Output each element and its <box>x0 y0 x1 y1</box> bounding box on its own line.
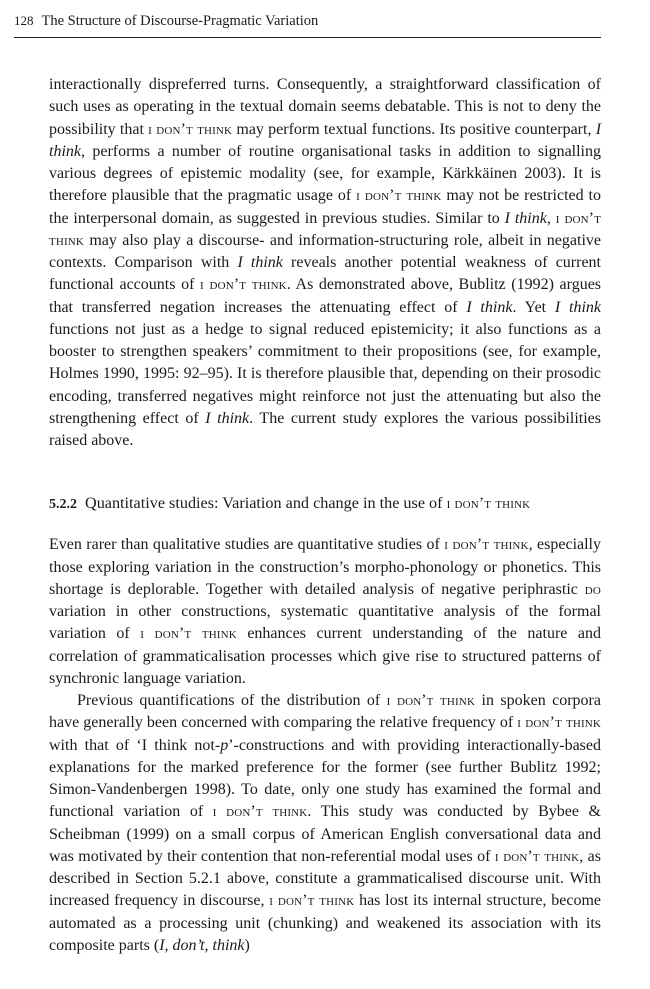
small-caps-term: i don’t think <box>200 276 287 294</box>
paragraph: Even rarer than qualitative studies are quantitative studies of i don’t think, especially those exploring variation in the construction’s morpho-phonology or phonetics. This shortage is deplorable. Together with detailed analysis of negative periphrastic do variation in other constructions, systematic quantitative analysis of the formal variation of i don’t think enhances current understanding of the nature and correlation of grammaticalisation processes which give rise to structured patterns of synchronic language variation. <box>49 536 602 687</box>
small-caps-term: i don’t think <box>148 120 233 138</box>
small-caps-term: i don’t think <box>517 714 601 732</box>
small-caps-term: i don’t think <box>386 692 476 709</box>
small-caps-term: i don’t think <box>446 495 531 512</box>
paragraph: Previous quantifications of the distribution of i don’t think in spoken corpora have generally been concerned with comparing the relative frequency of i don’t think with that of ‘I think not-p’-constructions and with providing interactionally-based explanations for the marked preference for the former (see further Bublitz 1992; Simon-Vandenbergen 1998). To date, only one study has examined the formal and functional variation of i don’t think. This study was conducted by Bybee & Scheibman (1999) on a small corpus of American English conversational data and was motivated by their contention that non-referential modal uses of i don’t think, as described in Section 5.2.1 above, constitute a grammaticalised discourse unit. With increased frequency in discourse, i don’t think has lost its internal structure, become automated as a processing unit (chunking) and weakened its association with its composite parts (I, don’t, think) <box>49 692 602 954</box>
section-number: 5.2.2 <box>49 497 77 512</box>
italic-term: I, don’t, think <box>159 936 245 954</box>
paragraph: interactionally dispreferred turns. Consequently, a straightforward classification of such uses as operating in the textual domain seems debatable. This is not to deny the possibility that i don’t think may perform textual functions. Its positive counterpart, I think, performs a number of routine organisational tasks in addition to signalling various degrees of epistemic modality (see, for example, Kärkkäinen 2003). It is therefore plausible that the pragmatic usage of i don’t think may not be restricted to the interpersonal domain, as suggested in previous studies. Similar to I think, i don’t think may also play a discourse- and information-structuring role, albeit in negative contexts. Comparison with I think reveals another potential weakness of current functional accounts of i don’t think. As demonstrated above, Bublitz (1992) argues that transferred negation increases the attenuating effect of I think. Yet I think functions not just as a hedge to signal reduced epistemicity; it also functions as a booster to strengthen speakers’ commitment to their propositions (see, for example, Holmes 1990, 1995: 92–95). It is therefore plausible that, depending on their prosodic encoding, transferred negatives might reinforce not just the attenuating but also the strengthening effect of I think. The current study explores the various possibilities raised above. <box>49 76 602 449</box>
page-number: 128 <box>14 13 34 28</box>
italic-term: I think <box>504 209 547 227</box>
small-caps-term: do <box>584 580 601 598</box>
small-caps-term: i don’t think <box>49 209 601 249</box>
running-title: The Structure of Discourse-Pragmatic Variation <box>41 13 319 29</box>
italic-term: I think <box>49 120 602 160</box>
section-title: Quantitative studies: Variation and change in the use of i don’t think <box>85 494 531 512</box>
small-caps-term: i don’t think <box>444 536 529 554</box>
italic-term: I think <box>205 409 250 427</box>
small-caps-term: i don’t think <box>269 892 355 910</box>
italic-term: I think <box>237 254 283 271</box>
section-heading <box>49 492 601 516</box>
small-caps-term: i don’t think <box>140 625 237 643</box>
italic-term: p <box>220 736 229 754</box>
small-caps-term: i don’t think <box>356 187 442 205</box>
small-caps-term: i don’t think <box>494 847 580 865</box>
running-header <box>14 8 601 38</box>
small-caps-term: i don’t think <box>212 803 308 821</box>
italic-term: I think <box>466 298 513 316</box>
page-body <box>49 74 601 957</box>
italic-term: I think <box>554 298 602 316</box>
